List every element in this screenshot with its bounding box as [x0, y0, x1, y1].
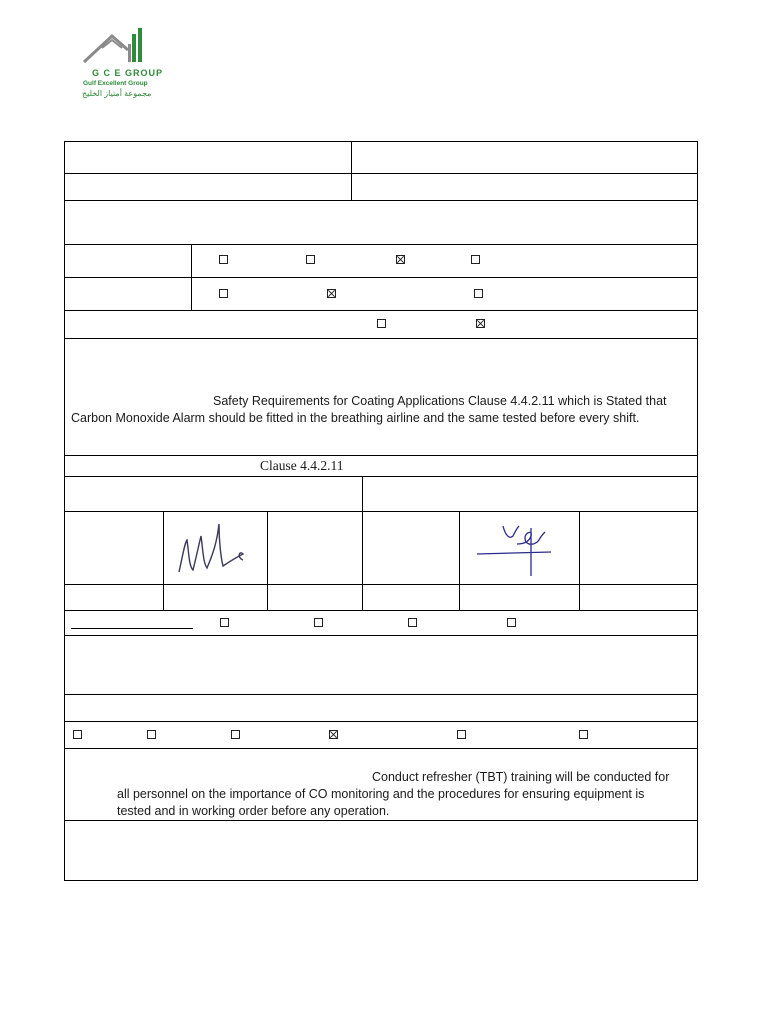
checkbox[interactable] [408, 618, 417, 627]
column-divider [267, 511, 268, 610]
column-divider [579, 511, 580, 610]
checkbox[interactable] [471, 255, 480, 264]
corrective-text-line-2: all personnel on the importance of CO monitoring and the procedures for ensuring equipment is [117, 787, 645, 801]
row-divider [65, 455, 697, 456]
checkbox[interactable] [219, 289, 228, 298]
checkbox[interactable] [147, 730, 156, 739]
checkbox[interactable] [507, 618, 516, 627]
column-divider [351, 142, 352, 200]
logo-brand-text: G C E GROUP [92, 68, 164, 78]
signature-left [173, 514, 257, 580]
checkbox[interactable] [73, 730, 82, 739]
checkbox[interactable] [579, 730, 588, 739]
logo-arabic-text: مجموعة أمتياز الخليج [82, 89, 152, 98]
requirement-text-line-2: Carbon Monoxide Alarm should be fitted in the breathing airline and the same tested before every shift. [71, 411, 640, 425]
checkbox[interactable] [396, 255, 405, 264]
signature-right [475, 514, 565, 580]
row-divider [65, 694, 697, 695]
row-divider [65, 310, 697, 311]
row-divider [65, 244, 697, 245]
column-divider [191, 244, 192, 310]
column-divider [459, 511, 460, 610]
checkbox[interactable] [314, 618, 323, 627]
row-divider [65, 173, 697, 174]
logo-building-icon [82, 24, 158, 66]
row-divider [65, 200, 697, 201]
checkbox[interactable] [474, 289, 483, 298]
checkbox[interactable] [476, 319, 485, 328]
checkbox[interactable] [231, 730, 240, 739]
column-divider [362, 476, 363, 610]
row-divider [65, 610, 697, 611]
row-divider [65, 511, 697, 512]
checkbox[interactable] [219, 255, 228, 264]
row-divider [65, 635, 697, 636]
checkbox[interactable] [327, 289, 336, 298]
row-divider [65, 338, 697, 339]
row-divider [65, 748, 697, 749]
row-divider [65, 277, 697, 278]
row-divider [65, 476, 697, 477]
checkbox[interactable] [377, 319, 386, 328]
row-divider [65, 584, 697, 585]
requirement-text-line-1: Safety Requirements for Coating Applications Clause 4.4.2.11 which is Stated that [213, 394, 667, 408]
checkbox[interactable] [329, 730, 338, 739]
corrective-text-line-1: Conduct refresher (TBT) training will be conducted for [372, 770, 670, 784]
column-divider [163, 511, 164, 610]
incident-form-table [64, 141, 698, 881]
corrective-text-line-3: tested and in working order before any operation. [117, 804, 390, 818]
checkbox[interactable] [220, 618, 229, 627]
logo-subtitle: Gulf Excellent Group [83, 80, 148, 87]
blank-line [71, 628, 193, 629]
clause-label: Clause 4.4.2.11 [260, 458, 344, 473]
row-divider [65, 820, 697, 821]
checkbox[interactable] [457, 730, 466, 739]
company-logo [78, 24, 164, 102]
checkbox[interactable] [306, 255, 315, 264]
row-divider [65, 721, 697, 722]
